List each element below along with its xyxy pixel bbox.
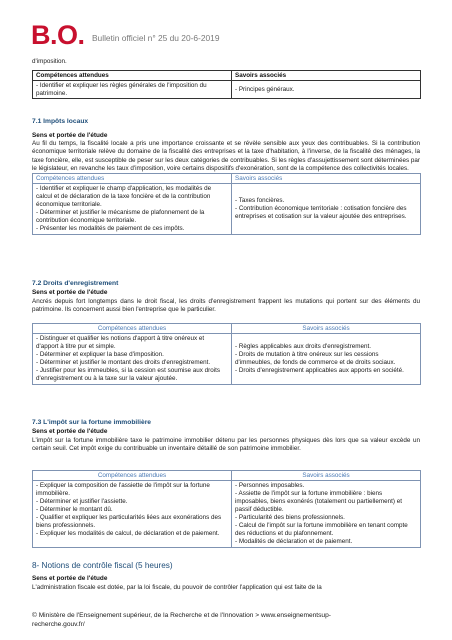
list-item: - Expliquer la composition de l'assiette de l'impôt sur la fortune immobilière.: [36, 481, 210, 497]
table-cell-savoirs: [232, 334, 421, 385]
section-text-8: L'administration fiscale est dotée, par la loi fiscale, du pouvoir de contrôler l'application qui est faite de la: [32, 584, 322, 591]
table-header-competences: Compétences attendues: [33, 174, 232, 184]
table-patrimoine: [32, 70, 421, 99]
table-cell-savoirs: [232, 184, 421, 235]
list-item: - Calcul de l'impôt sur la fortune immobilière en tenant compte des réductions et du plafonnement.: [235, 522, 408, 538]
table-cell-competences: [33, 334, 232, 385]
table-header-competences: Compétences attendues: [33, 324, 232, 334]
list-item: - Déterminer et justifier l'assiette.: [36, 497, 128, 505]
subheading-sens-portee: Sens et portée de l'étude: [32, 289, 108, 296]
table-cell-savoirs: [232, 81, 421, 99]
section-title-7-2: 7.2 Droits d'enregistrement: [32, 280, 119, 287]
subheading-sens-portee: Sens et portée de l'étude: [32, 428, 108, 435]
section-title-7-3: 7.3 L'impôt sur la fortune immobilière: [32, 419, 152, 426]
table-cell-competences: [33, 481, 232, 548]
footer-url: recherche.gouv.fr/: [32, 620, 85, 628]
page-header: [31, 22, 219, 48]
section-text-7-2: Ancrés depuis fort longtemps dans le droit fiscal, les droits d'enregistrement frappent les mutations qui portent sur des éléments du patrimoine. Ils concernent aussi bien l'entreprise que le particulier.: [32, 298, 420, 314]
subheading-sens-portee: Sens et portée de l'étude: [32, 575, 108, 582]
bo-logo: B.O.: [31, 20, 85, 50]
table-cell-competences: [33, 184, 232, 235]
list-item: - Justifier pour les immeubles, si la cession est soumise aux droits d'enregistrement ou à la taxe sur la valeur ajoutée.: [36, 366, 221, 383]
list-item: - Qualifier et expliquer les particularités liées aux exonérations des biens professionnels.: [36, 513, 222, 530]
list-item: - Déterminer le montant dû.: [36, 505, 113, 513]
section-text-7-3: L'impôt sur la fortune immobilière taxe le patrimoine immobilier détenu par les personnes physiques dès lors que sa valeur excède un certain seuil. Cet impôt exige du contribuable un inventaire détaillé de son patrimoine immobilier.: [32, 437, 420, 453]
page-footer: [32, 612, 422, 629]
table-header-savoirs: Savoirs associés: [232, 71, 421, 81]
table-droits-enregistrement: [32, 323, 421, 385]
list-item: - Taxes foncières.: [235, 196, 285, 204]
list-item: - Particularité des biens professionnels.: [235, 513, 345, 521]
list-item: - Principes généraux.: [235, 85, 295, 93]
list-item: - Déterminer et justifier le mécanisme de plafonnement de la contribution économique territoriale.: [36, 208, 205, 224]
list-item: - Identifier et expliquer le champ d'application, les modalités de calcul et de déclaration de la taxe foncière et de la contribution économique territoriale.: [36, 184, 212, 208]
footer-copyright: © Ministère de l'Enseignement supérieur, de la Recherche et de l'Innovation > www.enseignementsup-: [32, 612, 331, 619]
list-item: - Présenter les modalités de paiement de ces impôts.: [36, 225, 185, 233]
list-item: - Expliquer les modalités de calcul, de déclaration et de paiement.: [36, 530, 220, 538]
list-item: - Déterminer et justifier le montant des droits d'enregistrement.: [36, 358, 211, 366]
list-item: - Identifier et expliquer les règles générales de l'imposition du patrimoine.: [36, 81, 207, 97]
table-header-savoirs: Savoirs associés: [232, 324, 421, 334]
section-title-8: 8- Notions de contrôle fiscal (5 heures): [32, 561, 173, 570]
list-item: - Modalités de déclaration et de paiement.: [235, 538, 353, 546]
intro-line: d'imposition.: [32, 58, 67, 65]
table-cell-competences: [33, 81, 232, 99]
subheading-sens-portee: Sens et portée de l'étude: [32, 132, 108, 139]
list-item: - Règles applicables aux droits d'enregistrement.: [235, 342, 371, 350]
list-item: - Contribution économique territoriale : cotisation foncière des entreprises et cotisation sur la valeur ajoutée des entreprises.: [235, 204, 407, 220]
list-item: - Distinguer et qualifier les notions d'apport à titre onéreux et d'apport à titre pur et simple.: [36, 334, 205, 350]
list-item: - Droits d'enregistrement applicables aux apports en société.: [235, 366, 404, 374]
list-item: - Déterminer et expliquer la base d'imposition.: [36, 350, 164, 358]
bulletin-subtitle: Bulletin officiel n° 25 du 20-6-2019: [91, 33, 220, 43]
list-item: - Personnes imposables.: [235, 481, 305, 489]
table-header-savoirs: Savoirs associés: [232, 471, 421, 481]
section-text-7-1: Au fil du temps, la fiscalité locale a pris une importance croissante et se révèle sensible aux yeux des contribuables. Si la contribution économique territoriale relève du domaine de la fiscalité des entreprises et la taxe d'habitation, à l'inverse, de la fiscalité des ménages, la taxe foncière, elle, est susceptible de peser sur les deux catégories de contribuables. Si les règles d'assujettissement sont déterminées par le législateur, en revanche les taux d'imposition, voire certains dispositifs d'exonération, sont de la compétence des collectivités locales.: [32, 140, 420, 172]
table-ifi: [32, 470, 421, 548]
table-cell-savoirs: [232, 481, 421, 548]
table-impots-locaux: [32, 173, 421, 235]
list-item: - Assiette de l'impôt sur la fortune immobilière : biens imposables, biens exonérés (totalement ou partiellement) et passif déductible.: [235, 489, 402, 513]
table-header-competences: Compétences attendues: [33, 71, 232, 81]
table-header-competences: Compétences attendues: [33, 471, 232, 481]
list-item: - Droits de mutation à titre onéreux sur les cessions d'immeubles, de fonds de commerce et de droits sociaux.: [235, 350, 396, 366]
table-header-savoirs: Savoirs associés: [232, 174, 421, 184]
section-title-7-1: 7.1 Impôts locaux: [32, 118, 89, 125]
